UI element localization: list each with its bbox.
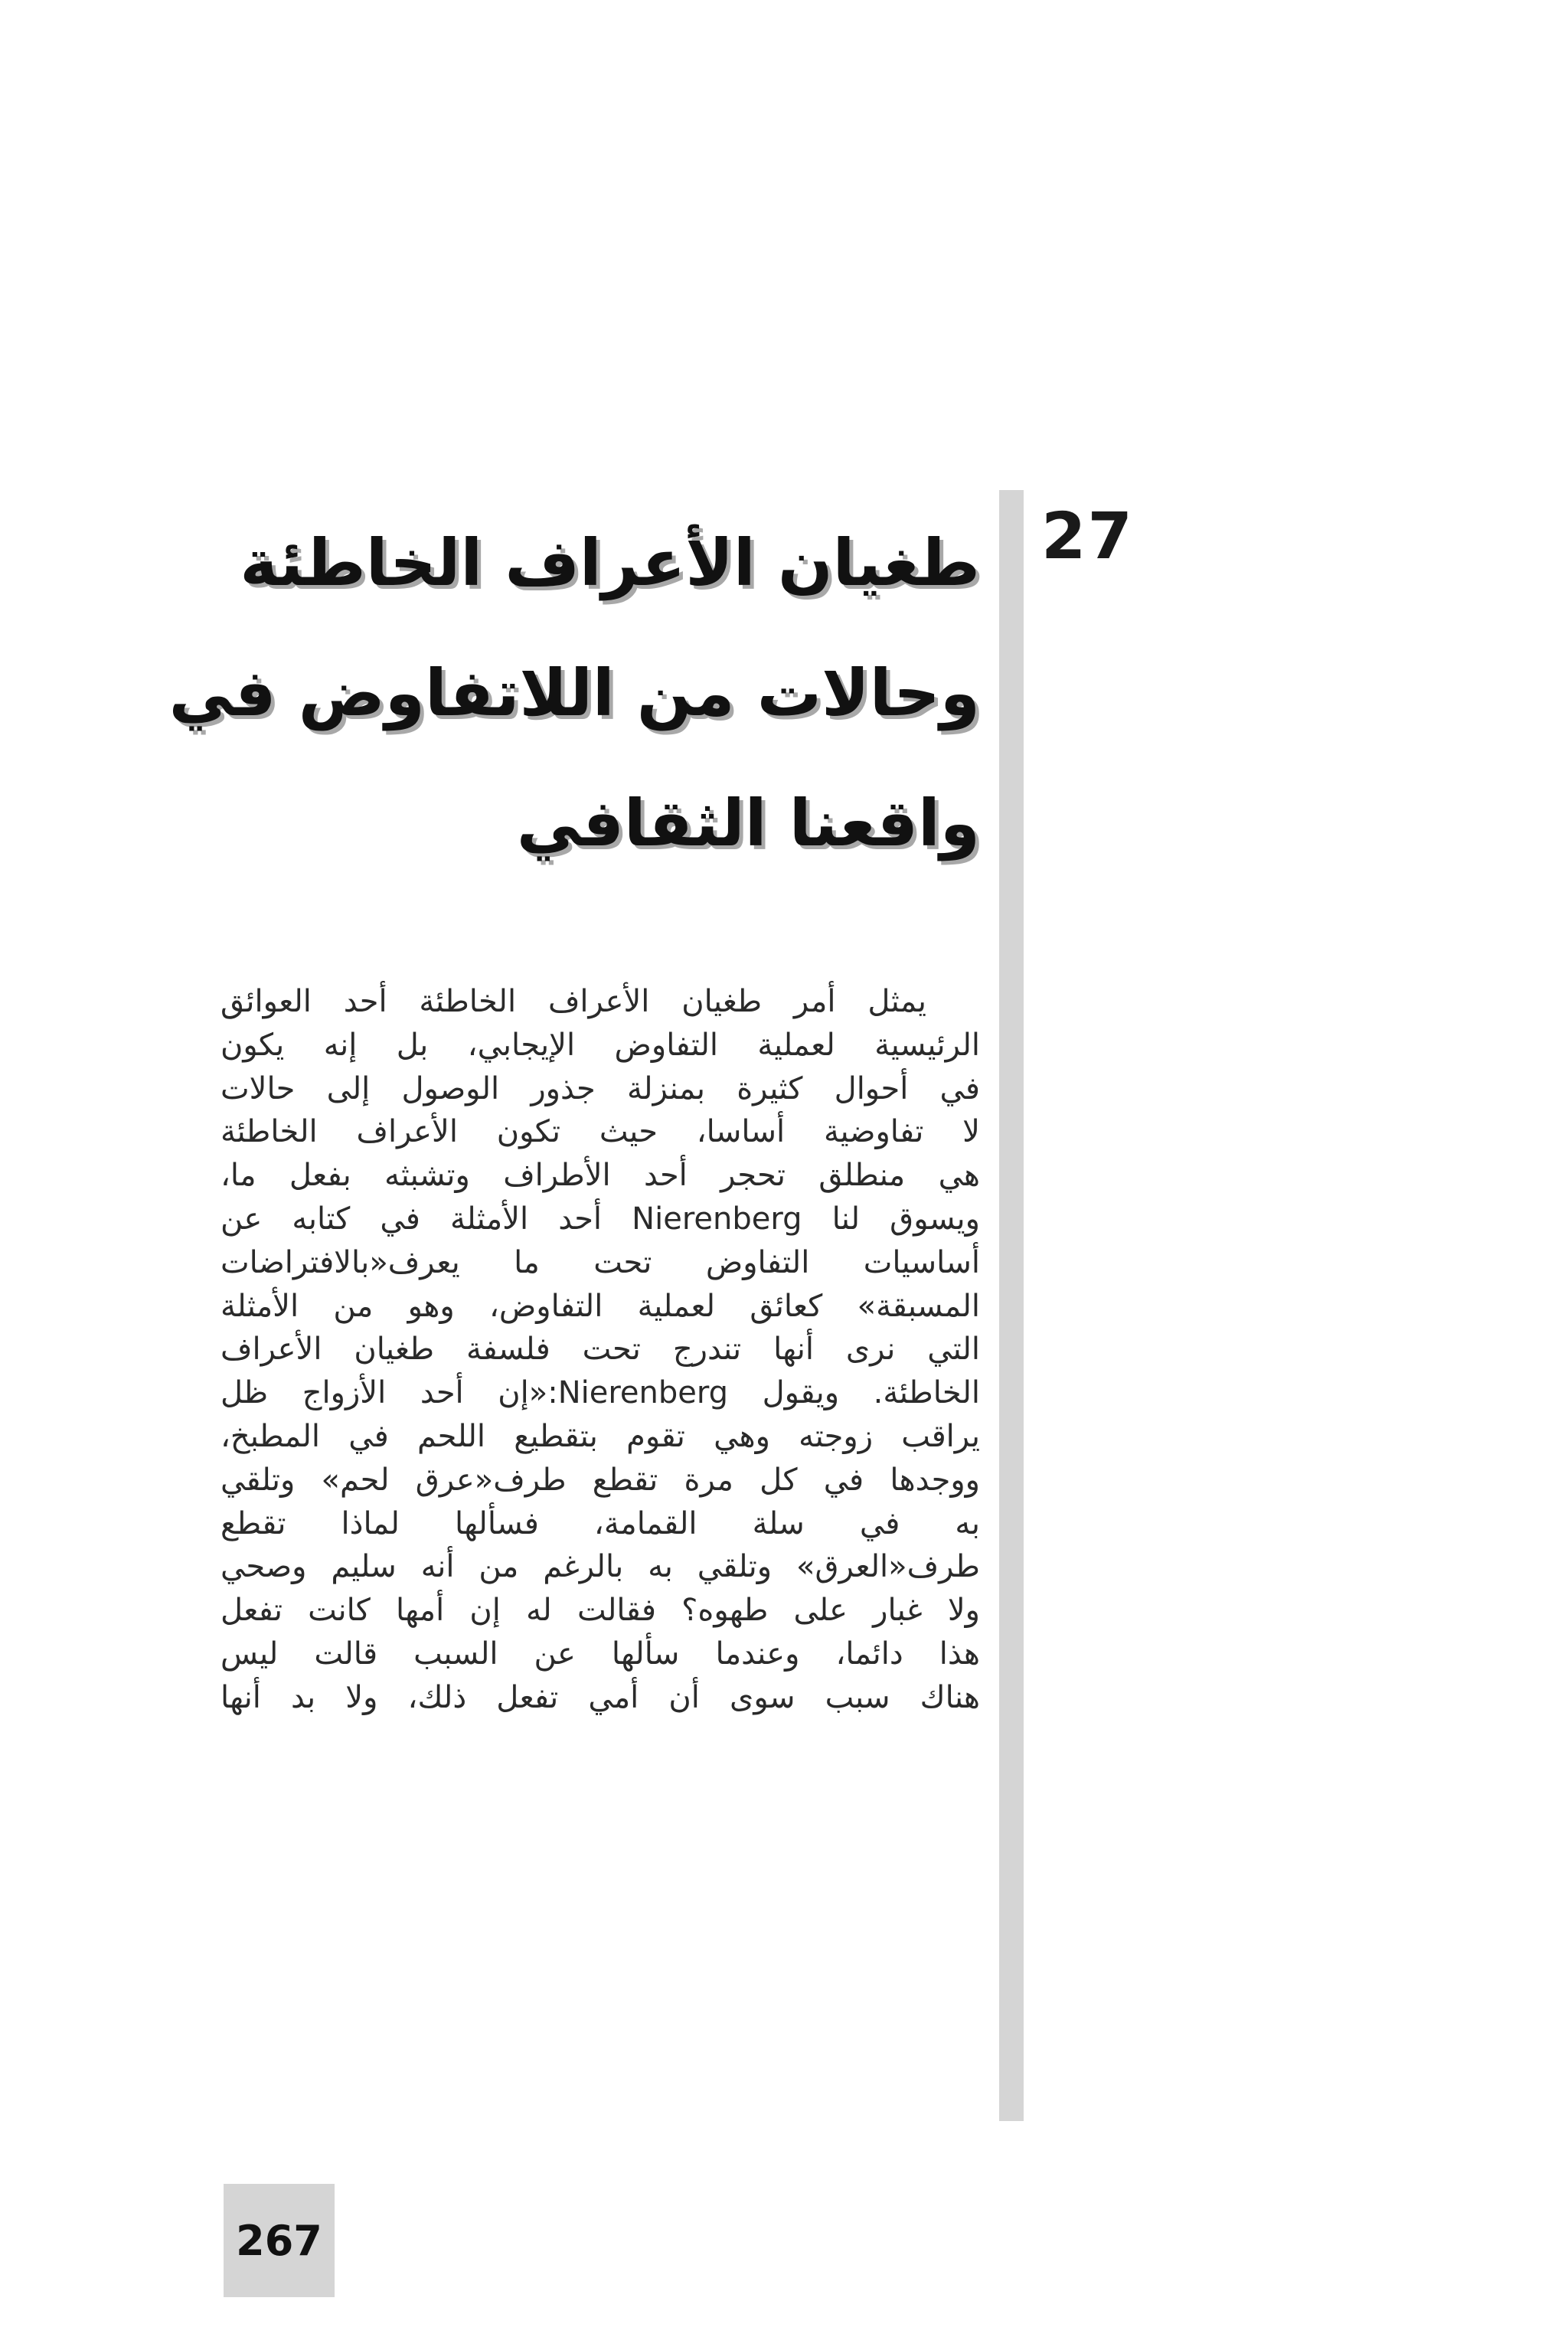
body-line: به في سلة القمامة، فسألها لماذا تقطع xyxy=(220,1505,980,1541)
chapter-title-line: وحالات من اللاتفاوض في xyxy=(168,655,980,730)
chapter-title-line: واقعنا الثقافي xyxy=(516,786,980,861)
chapter-title xyxy=(168,498,980,888)
body-line: ولا غبار على طهوه؟ فقالت له إن أمها كانت تفعل xyxy=(220,1593,980,1629)
body-line: في أحوال كثيرة بمنزلة جذور الوصول إلى حالات xyxy=(220,1070,980,1106)
body-line: أساسيات التفاوض تحت ما يعرف«بالافتراضات xyxy=(220,1244,980,1280)
body-line: ويسوق لنا Nierenberg أحد الأمثلة في كتابه عن xyxy=(220,1201,980,1237)
body-line: هي منطلق تحجر أحد الأطراف وتشبثه بفعل ما، xyxy=(220,1158,980,1194)
page-number-box xyxy=(224,2184,335,2297)
body-line: التي نرى أنها تندرج تحت فلسفة طغيان الأعراف xyxy=(220,1332,980,1368)
body-line: يراقب زوجته وهي تقوم بتقطيع اللحم في المطبخ، xyxy=(220,1418,980,1454)
chapter-divider-bar xyxy=(999,490,1024,2121)
chapter-number: 27 xyxy=(1041,498,1134,574)
body-line: هناك سبب سوى أن أمي تفعل ذلك، ولا بد أنها xyxy=(220,1679,980,1715)
body-line: يمثل أمر طغيان الأعراف الخاطئة أحد العوائق xyxy=(220,984,926,1019)
body-line: لا تفاوضية أساسا، حيث تكون الأعراف الخاطئة xyxy=(220,1114,980,1150)
body-line: الرئيسية لعملية التفاوض الإيجابي، بل إنه يكون xyxy=(220,1027,980,1063)
body-line: الخاطئة. ويقول Nierenberg:«إن أحد الأزواج ظل xyxy=(220,1375,980,1411)
body-line: طرف«العرق» وتلقي به بالرغم من أنه سليم وصحي xyxy=(220,1549,980,1585)
body-paragraph xyxy=(220,980,980,1720)
body-line: ووجدها في كل مرة تقطع طرف«عرق لحم» وتلقي xyxy=(220,1462,980,1498)
chapter-title-line: طغيان الأعراف الخاطئة xyxy=(240,525,980,600)
page-number: 267 xyxy=(236,2216,322,2265)
body-line: هذا دائما، وعندما سألها عن السبب قالت ليس xyxy=(220,1636,980,1672)
body-line: المسبقة» كعائق لعملية التفاوض، وهو من الأمثلة xyxy=(220,1288,980,1324)
